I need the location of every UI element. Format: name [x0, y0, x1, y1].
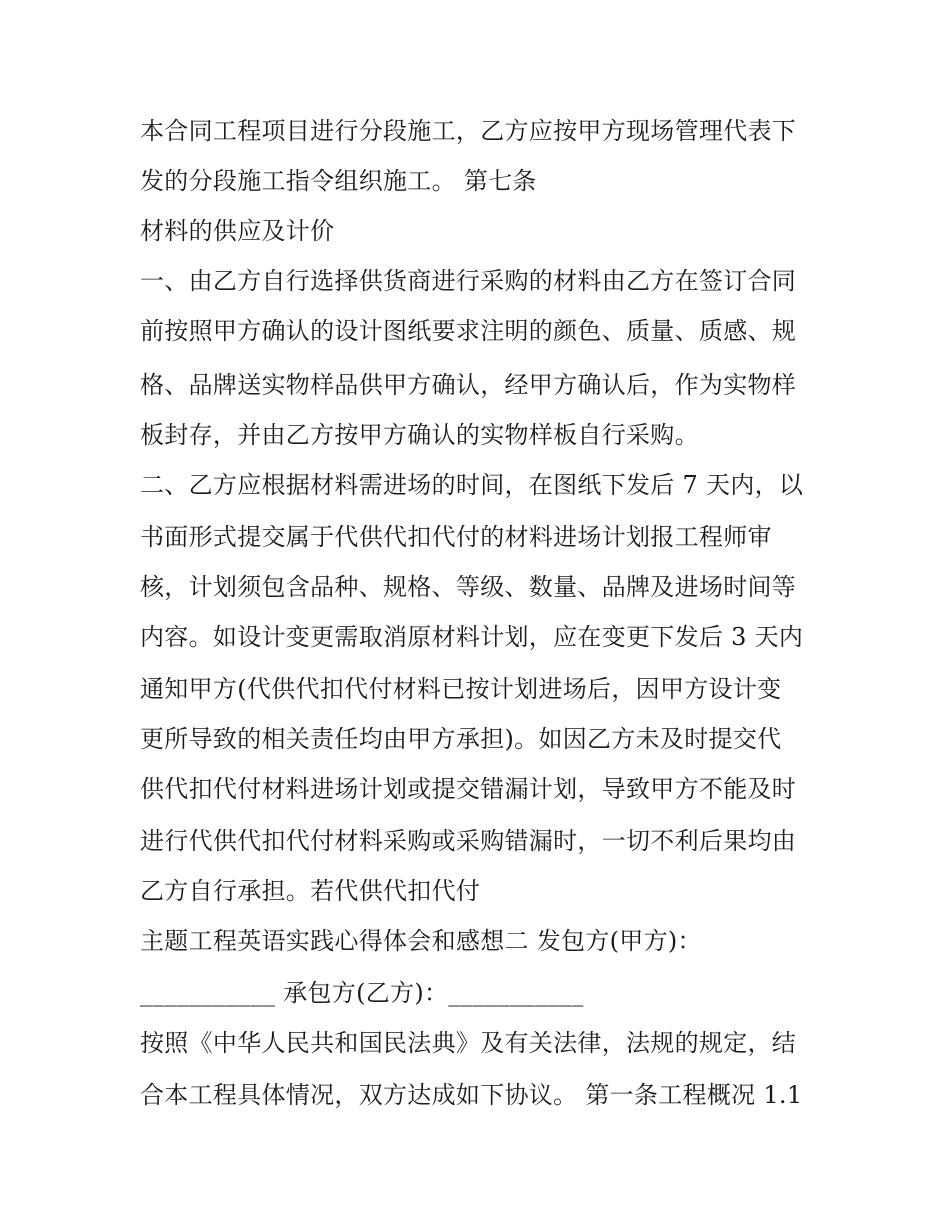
- text-line: 发的分段施工指令组织施工。 第七条: [140, 167, 537, 195]
- text-line: 一、由乙方自行选择供货商进行采购的材料由乙方在签订合同: [140, 267, 797, 295]
- text-line: 通知甲方(代供代扣代付材料已按计划进场后，因甲方设计变: [140, 675, 782, 703]
- text-line: 乙方自行承担。若代供代扣代付: [140, 877, 481, 905]
- text-line: 前按照甲方确认的设计图纸要求注明的颜色、质量、质感、规: [140, 317, 797, 345]
- text-line: 材料的供应及计价: [140, 217, 335, 245]
- text-line: 按照《中华人民共和国民法典》及有关法律，法规的规定，结: [140, 1029, 797, 1057]
- text-line: 主题工程英语实践心得体会和感想二 发包方(甲方)：: [140, 927, 702, 955]
- text-line: 二、乙方应根据材料需进场的时间，在图纸下发后 7 天内，以: [140, 471, 804, 499]
- text-line: 更所导致的相关责任均由甲方承担)。如因乙方未及时提交代: [140, 725, 782, 753]
- text-line: ___________ 承包方(乙方)：___________: [140, 979, 584, 1007]
- text-line: 内容。如设计变更需取消原材料计划，应在变更下发后 3 天内: [140, 623, 804, 651]
- text-line: 板封存，并由乙方按甲方确认的实物样板自行采购。: [140, 421, 699, 449]
- text-line: 本合同工程项目进行分段施工，乙方应按甲方现场管理代表下: [140, 117, 797, 145]
- text-line: 合本工程具体情况，双方达成如下协议。 第一条工程概况 1.1: [140, 1081, 803, 1109]
- text-line: 供代扣代付材料进场计划或提交错漏计划，导致甲方不能及时: [140, 775, 797, 803]
- text-line: 进行代供代扣代付材料采购或采购错漏时，一切不利后果均由: [140, 827, 797, 855]
- text-line: 核，计划须包含品种、规格、等级、数量、品牌及进场时间等: [140, 573, 797, 601]
- text-line: 书面形式提交属于代供代扣代付的材料进场计划报工程师审: [140, 523, 772, 551]
- text-line: 格、品牌送实物样品供甲方确认，经甲方确认后，作为实物样: [140, 371, 797, 399]
